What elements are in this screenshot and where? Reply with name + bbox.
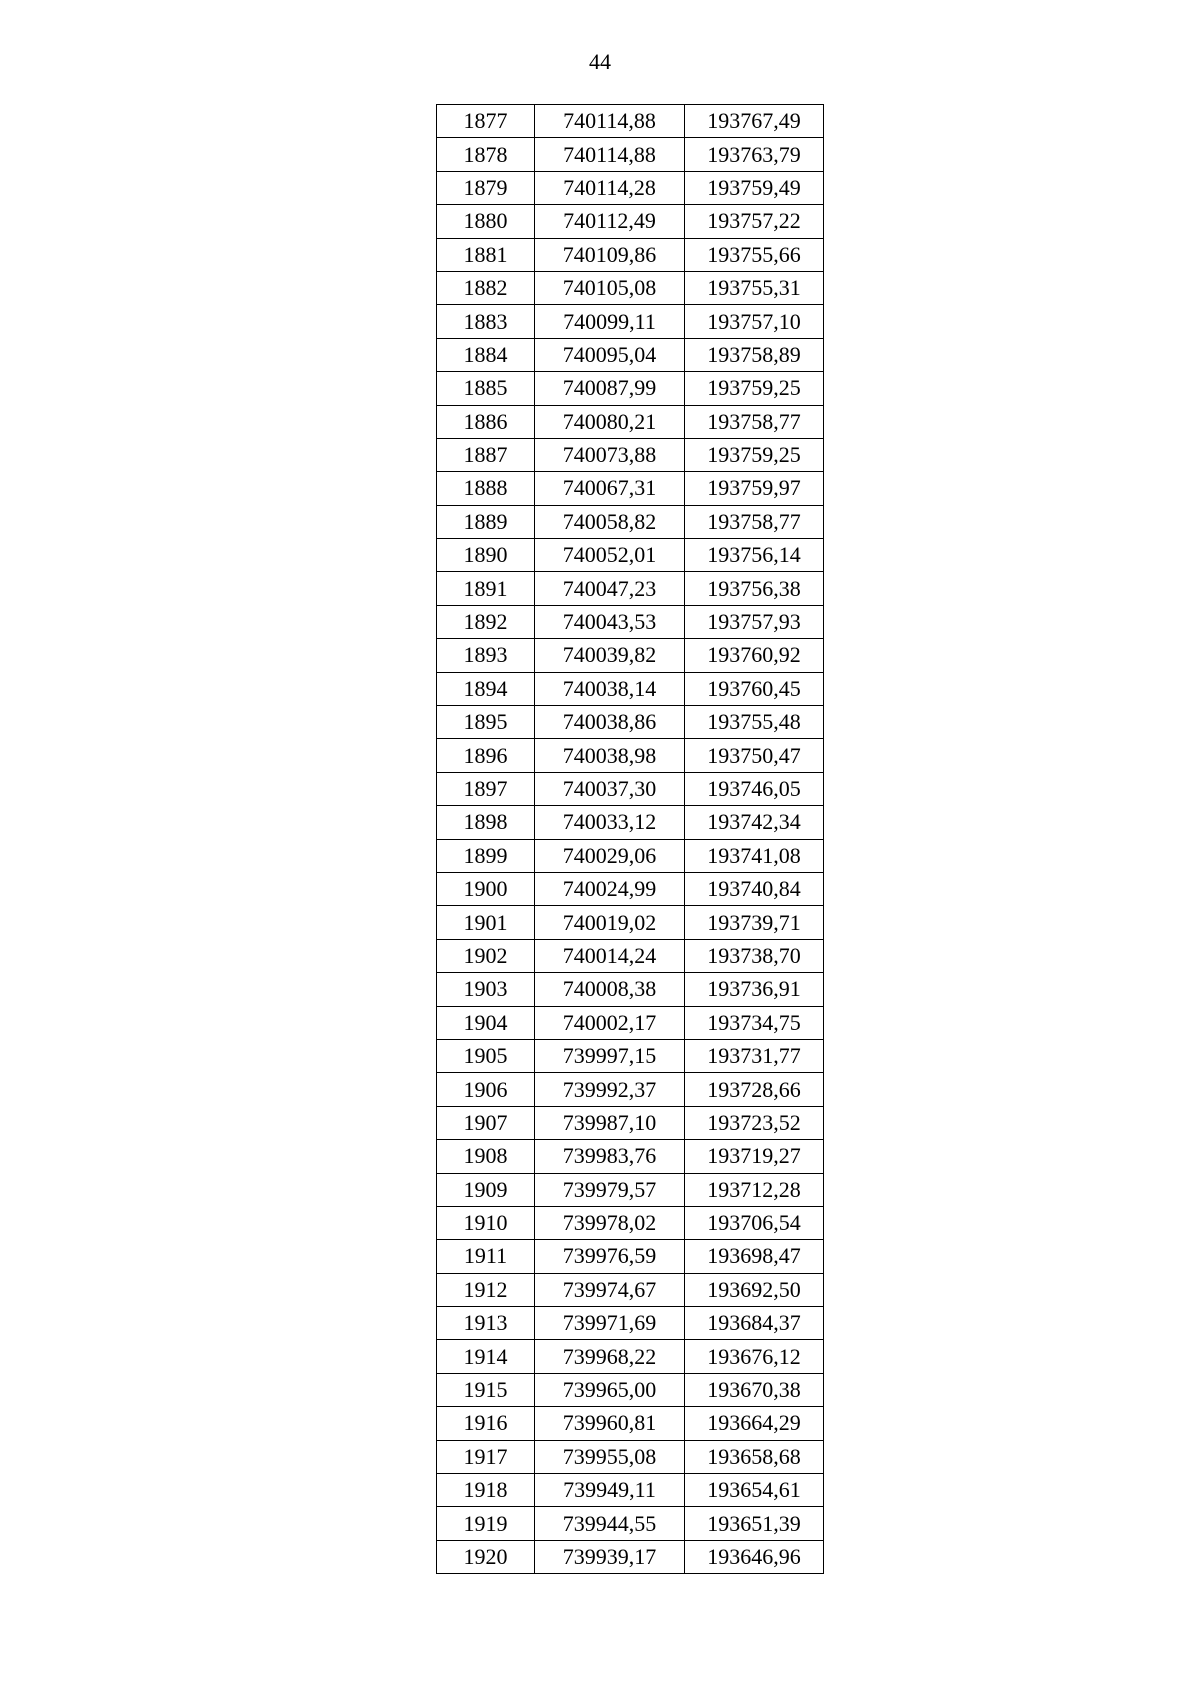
point-number-cell: 1893 <box>437 639 535 672</box>
table-row <box>437 1006 824 1039</box>
y-coordinate-cell: 193658,68 <box>685 1440 824 1473</box>
table-row <box>437 405 824 438</box>
x-coordinate-cell: 740112,49 <box>535 205 685 238</box>
table-row <box>437 539 824 572</box>
table-row <box>437 806 824 839</box>
x-coordinate-cell: 740047,23 <box>535 572 685 605</box>
x-coordinate-cell: 740114,88 <box>535 138 685 171</box>
y-coordinate-cell: 193755,66 <box>685 238 824 271</box>
y-coordinate-cell: 193664,29 <box>685 1407 824 1440</box>
x-coordinate-cell: 739949,11 <box>535 1474 685 1507</box>
point-number-cell: 1879 <box>437 171 535 204</box>
x-coordinate-cell: 739965,00 <box>535 1373 685 1406</box>
y-coordinate-cell: 193723,52 <box>685 1106 824 1139</box>
page-number: 44 <box>589 49 611 74</box>
y-coordinate-cell: 193758,77 <box>685 405 824 438</box>
point-number-cell: 1916 <box>437 1407 535 1440</box>
x-coordinate-cell: 740087,99 <box>535 372 685 405</box>
table-row <box>437 672 824 705</box>
y-coordinate-cell: 193670,38 <box>685 1373 824 1406</box>
x-coordinate-cell: 740099,11 <box>535 305 685 338</box>
point-number-cell: 1909 <box>437 1173 535 1206</box>
point-number-cell: 1889 <box>437 505 535 538</box>
point-number-cell: 1896 <box>437 739 535 772</box>
y-coordinate-cell: 193759,25 <box>685 372 824 405</box>
coordinates-table-body <box>437 105 824 1574</box>
table-row <box>437 271 824 304</box>
point-number-cell: 1880 <box>437 205 535 238</box>
table-row <box>437 171 824 204</box>
y-coordinate-cell: 193734,75 <box>685 1006 824 1039</box>
x-coordinate-cell: 740038,14 <box>535 672 685 705</box>
x-coordinate-cell: 739987,10 <box>535 1106 685 1139</box>
x-coordinate-cell: 740014,24 <box>535 939 685 972</box>
x-coordinate-cell: 740038,98 <box>535 739 685 772</box>
table-row <box>437 138 824 171</box>
point-number-cell: 1899 <box>437 839 535 872</box>
x-coordinate-cell: 740114,28 <box>535 171 685 204</box>
x-coordinate-cell: 740058,82 <box>535 505 685 538</box>
y-coordinate-cell: 193728,66 <box>685 1073 824 1106</box>
x-coordinate-cell: 740109,86 <box>535 238 685 271</box>
table-row <box>437 1106 824 1139</box>
x-coordinate-cell: 740114,88 <box>535 105 685 138</box>
y-coordinate-cell: 193767,49 <box>685 105 824 138</box>
y-coordinate-cell: 193759,97 <box>685 472 824 505</box>
x-coordinate-cell: 739939,17 <box>535 1540 685 1573</box>
x-coordinate-cell: 740073,88 <box>535 438 685 471</box>
x-coordinate-cell: 739979,57 <box>535 1173 685 1206</box>
table-row <box>437 1273 824 1306</box>
y-coordinate-cell: 193758,89 <box>685 338 824 371</box>
point-number-cell: 1911 <box>437 1240 535 1273</box>
table-row <box>437 772 824 805</box>
table-row <box>437 1039 824 1072</box>
y-coordinate-cell: 193760,92 <box>685 639 824 672</box>
y-coordinate-cell: 193756,14 <box>685 539 824 572</box>
point-number-cell: 1914 <box>437 1340 535 1373</box>
point-number-cell: 1902 <box>437 939 535 972</box>
x-coordinate-cell: 740033,12 <box>535 806 685 839</box>
point-number-cell: 1905 <box>437 1039 535 1072</box>
table-row <box>437 872 824 905</box>
point-number-cell: 1900 <box>437 872 535 905</box>
table-row <box>437 372 824 405</box>
table-row <box>437 1307 824 1340</box>
table-row <box>437 338 824 371</box>
y-coordinate-cell: 193731,77 <box>685 1039 824 1072</box>
table-row <box>437 305 824 338</box>
x-coordinate-cell: 740002,17 <box>535 1006 685 1039</box>
point-number-cell: 1919 <box>437 1507 535 1540</box>
table-row <box>437 839 824 872</box>
table-row <box>437 205 824 238</box>
point-number-cell: 1882 <box>437 271 535 304</box>
table-row <box>437 906 824 939</box>
table-row <box>437 706 824 739</box>
y-coordinate-cell: 193692,50 <box>685 1273 824 1306</box>
point-number-cell: 1897 <box>437 772 535 805</box>
x-coordinate-cell: 740037,30 <box>535 772 685 805</box>
x-coordinate-cell: 739976,59 <box>535 1240 685 1273</box>
y-coordinate-cell: 193757,22 <box>685 205 824 238</box>
x-coordinate-cell: 740105,08 <box>535 271 685 304</box>
table-row <box>437 973 824 1006</box>
table-row <box>437 1440 824 1473</box>
x-coordinate-cell: 739960,81 <box>535 1407 685 1440</box>
y-coordinate-cell: 193698,47 <box>685 1240 824 1273</box>
point-number-cell: 1881 <box>437 238 535 271</box>
y-coordinate-cell: 193740,84 <box>685 872 824 905</box>
point-number-cell: 1908 <box>437 1140 535 1173</box>
point-number-cell: 1883 <box>437 305 535 338</box>
table-row <box>437 105 824 138</box>
y-coordinate-cell: 193712,28 <box>685 1173 824 1206</box>
point-number-cell: 1915 <box>437 1373 535 1406</box>
table-row <box>437 238 824 271</box>
x-coordinate-cell: 740024,99 <box>535 872 685 905</box>
point-number-cell: 1892 <box>437 605 535 638</box>
table-row <box>437 1540 824 1573</box>
point-number-cell: 1891 <box>437 572 535 605</box>
y-coordinate-cell: 193651,39 <box>685 1507 824 1540</box>
point-number-cell: 1898 <box>437 806 535 839</box>
table-row <box>437 1073 824 1106</box>
y-coordinate-cell: 193739,71 <box>685 906 824 939</box>
table-row <box>437 1474 824 1507</box>
table-row <box>437 739 824 772</box>
point-number-cell: 1918 <box>437 1474 535 1507</box>
y-coordinate-cell: 193742,34 <box>685 806 824 839</box>
x-coordinate-cell: 739968,22 <box>535 1340 685 1373</box>
table-row <box>437 1173 824 1206</box>
point-number-cell: 1886 <box>437 405 535 438</box>
y-coordinate-cell: 193757,10 <box>685 305 824 338</box>
y-coordinate-cell: 193755,48 <box>685 706 824 739</box>
y-coordinate-cell: 193759,49 <box>685 171 824 204</box>
table-row <box>437 1140 824 1173</box>
table-row <box>437 572 824 605</box>
table-row <box>437 1373 824 1406</box>
table-row <box>437 1240 824 1273</box>
x-coordinate-cell: 739997,15 <box>535 1039 685 1072</box>
y-coordinate-cell: 193676,12 <box>685 1340 824 1373</box>
x-coordinate-cell: 739971,69 <box>535 1307 685 1340</box>
y-coordinate-cell: 193756,38 <box>685 572 824 605</box>
x-coordinate-cell: 739983,76 <box>535 1140 685 1173</box>
table-row <box>437 505 824 538</box>
x-coordinate-cell: 739944,55 <box>535 1507 685 1540</box>
y-coordinate-cell: 193760,45 <box>685 672 824 705</box>
point-number-cell: 1887 <box>437 438 535 471</box>
y-coordinate-cell: 193759,25 <box>685 438 824 471</box>
y-coordinate-cell: 193741,08 <box>685 839 824 872</box>
x-coordinate-cell: 739955,08 <box>535 1440 685 1473</box>
point-number-cell: 1901 <box>437 906 535 939</box>
x-coordinate-cell: 740008,38 <box>535 973 685 1006</box>
table-row <box>437 639 824 672</box>
point-number-cell: 1895 <box>437 706 535 739</box>
point-number-cell: 1906 <box>437 1073 535 1106</box>
point-number-cell: 1894 <box>437 672 535 705</box>
y-coordinate-cell: 193763,79 <box>685 138 824 171</box>
x-coordinate-cell: 740038,86 <box>535 706 685 739</box>
table-row <box>437 1340 824 1373</box>
x-coordinate-cell: 740043,53 <box>535 605 685 638</box>
point-number-cell: 1917 <box>437 1440 535 1473</box>
x-coordinate-cell: 740067,31 <box>535 472 685 505</box>
table-row <box>437 472 824 505</box>
x-coordinate-cell: 740039,82 <box>535 639 685 672</box>
table-row <box>437 605 824 638</box>
point-number-cell: 1890 <box>437 539 535 572</box>
y-coordinate-cell: 193654,61 <box>685 1474 824 1507</box>
table-row <box>437 1206 824 1239</box>
point-number-cell: 1878 <box>437 138 535 171</box>
x-coordinate-cell: 740095,04 <box>535 338 685 371</box>
y-coordinate-cell: 193746,05 <box>685 772 824 805</box>
point-number-cell: 1913 <box>437 1307 535 1340</box>
x-coordinate-cell: 739978,02 <box>535 1206 685 1239</box>
y-coordinate-cell: 193750,47 <box>685 739 824 772</box>
point-number-cell: 1912 <box>437 1273 535 1306</box>
x-coordinate-cell: 740080,21 <box>535 405 685 438</box>
y-coordinate-cell: 193755,31 <box>685 271 824 304</box>
point-number-cell: 1910 <box>437 1206 535 1239</box>
table-row <box>437 1507 824 1540</box>
point-number-cell: 1888 <box>437 472 535 505</box>
point-number-cell: 1884 <box>437 338 535 371</box>
y-coordinate-cell: 193758,77 <box>685 505 824 538</box>
point-number-cell: 1903 <box>437 973 535 1006</box>
y-coordinate-cell: 193736,91 <box>685 973 824 1006</box>
table-row <box>437 438 824 471</box>
table-row <box>437 1407 824 1440</box>
coordinates-table <box>436 104 824 1574</box>
x-coordinate-cell: 740019,02 <box>535 906 685 939</box>
x-coordinate-cell: 739992,37 <box>535 1073 685 1106</box>
table-row <box>437 939 824 972</box>
y-coordinate-cell: 193706,54 <box>685 1206 824 1239</box>
y-coordinate-cell: 193757,93 <box>685 605 824 638</box>
y-coordinate-cell: 193646,96 <box>685 1540 824 1573</box>
y-coordinate-cell: 193738,70 <box>685 939 824 972</box>
x-coordinate-cell: 739974,67 <box>535 1273 685 1306</box>
point-number-cell: 1885 <box>437 372 535 405</box>
point-number-cell: 1877 <box>437 105 535 138</box>
point-number-cell: 1907 <box>437 1106 535 1139</box>
y-coordinate-cell: 193684,37 <box>685 1307 824 1340</box>
point-number-cell: 1904 <box>437 1006 535 1039</box>
y-coordinate-cell: 193719,27 <box>685 1140 824 1173</box>
point-number-cell: 1920 <box>437 1540 535 1573</box>
x-coordinate-cell: 740052,01 <box>535 539 685 572</box>
x-coordinate-cell: 740029,06 <box>535 839 685 872</box>
